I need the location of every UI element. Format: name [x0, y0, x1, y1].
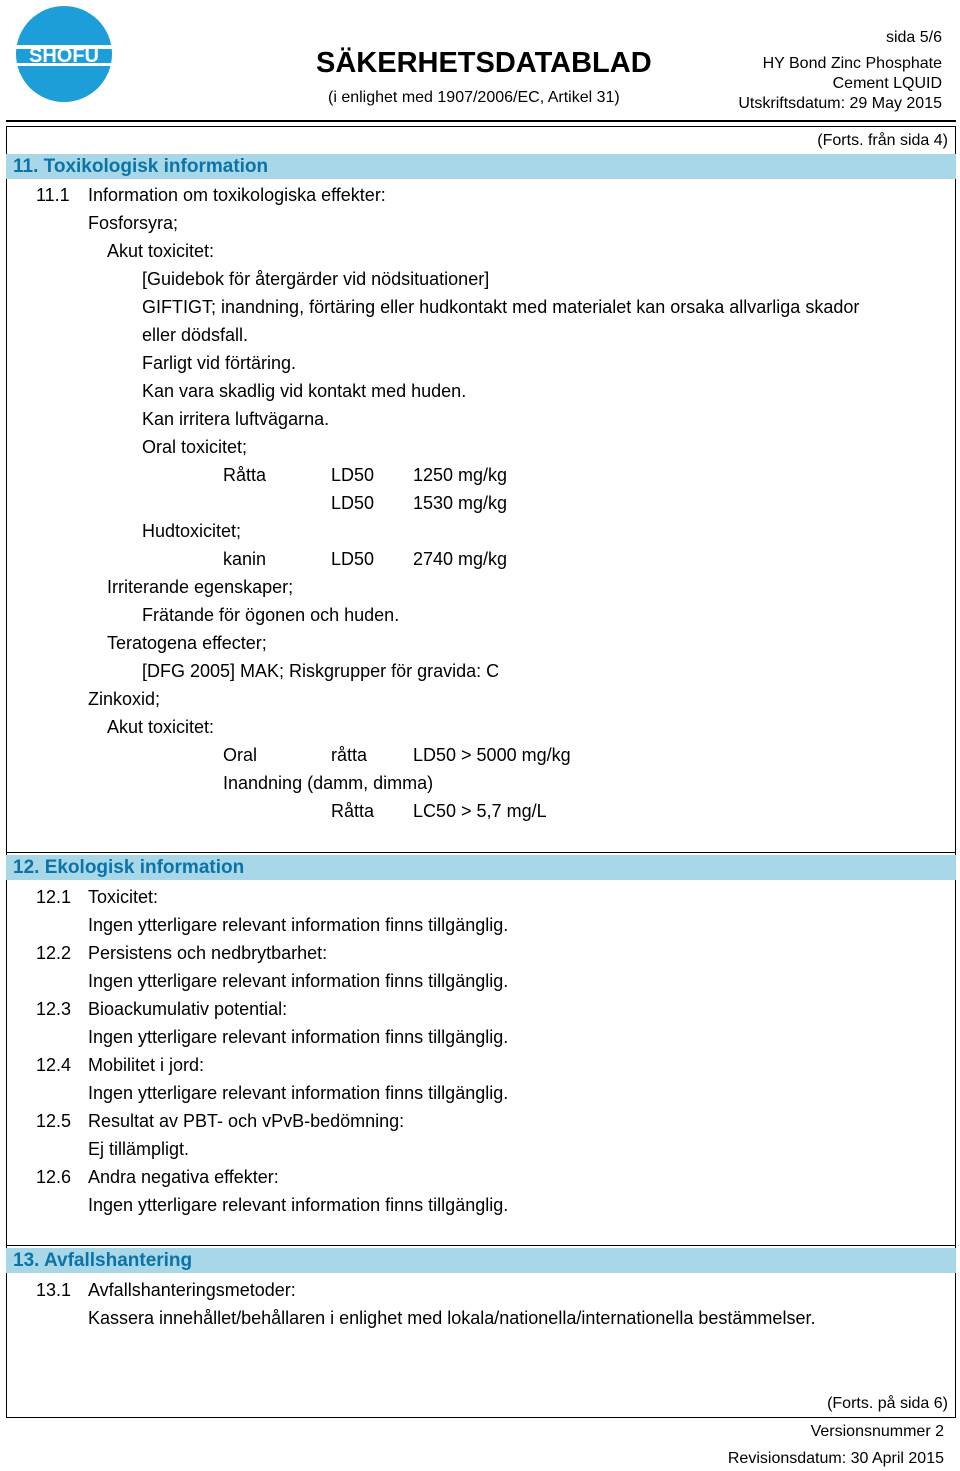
subsection-text: Ingen ytterligare relevant information finns tillgänglig. — [88, 915, 509, 935]
text-line: [Guidebok för återgärder vid nödsituationer] — [142, 269, 490, 289]
product-name-line2: Cement LQUID — [832, 75, 942, 92]
tox-value: 1250 mg/kg — [413, 465, 508, 485]
section-12-title — [6, 855, 956, 880]
acute-toxicity-label: Akut toxicitet: — [107, 717, 215, 737]
header-divider — [6, 120, 956, 122]
text-line: Kan vara skadlig vid kontakt med huden. — [142, 381, 467, 401]
content-frame — [6, 126, 956, 1418]
section-12-title-text: 12. Ekologisk information — [13, 857, 245, 878]
page-number: sida 5/6 — [885, 29, 942, 46]
section-13-title — [6, 1248, 956, 1273]
subsection-text: Ingen ytterligare relevant information finns tillgänglig. — [88, 1027, 509, 1047]
shofu-logo — [14, 4, 114, 104]
text-line: Farligt vid förtäring. — [142, 353, 297, 373]
text-line: GIFTIGT; inandning, förtäring eller hudkontakt med materialet kan orsaka allvarliga skador — [142, 297, 860, 317]
subsection-label: Resultat av PBT- och vPvB-bedömning: — [88, 1111, 405, 1131]
subsection-label: Andra negativa effekter: — [88, 1167, 279, 1187]
section-divider — [6, 852, 956, 853]
product-name-line1: HY Bond Zinc Phosphate — [762, 55, 942, 72]
subsection-number: 13.1 — [36, 1280, 72, 1300]
section-divider — [6, 1245, 956, 1246]
subsection-label: Toxicitet: — [88, 887, 159, 907]
tox-value: 1530 mg/kg — [413, 493, 508, 513]
tox-type: LD50 — [331, 465, 375, 485]
tox-type: LD50 — [331, 549, 375, 569]
tox-value: LC50 > 5,7 mg/L — [413, 801, 547, 821]
text-line: eller dödsfall. — [142, 325, 249, 345]
subsection-label: Information om toxikologiska effekter: — [88, 185, 386, 205]
subsection-number: 12.1 — [36, 887, 72, 907]
continued-to: (Forts. på sida 6) — [827, 1395, 948, 1412]
document-subtitle: (i enlighet med 1907/2006/EC, Artikel 31) — [328, 89, 620, 106]
oral-toxicity-label: Oral toxicitet; — [142, 437, 248, 457]
subsection-number: 12.2 — [36, 943, 72, 963]
subsection-number: 12.3 — [36, 999, 72, 1019]
tox-species: kanin — [223, 549, 267, 569]
irritant-label: Irriterande egenskaper; — [107, 577, 294, 597]
version-number: Versionsnummer 2 — [810, 1423, 944, 1440]
teratogenic-label: Teratogena effecter; — [107, 633, 267, 653]
subsection-number: 12.5 — [36, 1111, 72, 1131]
text-line: Kan irritera luftvägarna. — [142, 409, 330, 429]
tox-value: 2740 mg/kg — [413, 549, 508, 569]
subsection-text: Kassera innehållet/behållaren i enlighet med lokala/nationella/internationella bestämmelser. — [88, 1308, 816, 1328]
subsection-text: Ingen ytterligare relevant information finns tillgänglig. — [88, 1195, 509, 1215]
section-11-title — [6, 154, 956, 179]
document-title: SÄKERHETSDATABLAD — [316, 47, 652, 79]
tox-route: Inandning (damm, dimma) — [223, 773, 434, 793]
subsection-label: Bioackumulativ potential: — [88, 999, 288, 1019]
subsection-number: 12.6 — [36, 1167, 72, 1187]
substance-name: Fosforsyra; — [88, 213, 179, 233]
subsection-text: Ingen ytterligare relevant information finns tillgänglig. — [88, 971, 509, 991]
dermal-toxicity-label: Hudtoxicitet; — [142, 521, 242, 541]
substance-name: Zinkoxid; — [88, 689, 161, 709]
tox-species: Råtta — [223, 465, 267, 485]
tox-type: LD50 — [331, 493, 375, 513]
subsection-text: Ingen ytterligare relevant information finns tillgänglig. — [88, 1083, 509, 1103]
section-13-title-text: 13. Avfallshantering — [13, 1250, 193, 1271]
section-11-title-text: 11. Toxikologisk information — [13, 156, 269, 177]
subsection-number: 11.1 — [36, 185, 70, 205]
subsection-number: 12.4 — [36, 1055, 72, 1075]
acute-toxicity-label: Akut toxicitet: — [107, 241, 215, 261]
subsection-label: Avfallshanteringsmetoder: — [88, 1280, 296, 1300]
print-date: Utskriftsdatum: 29 May 2015 — [738, 95, 942, 112]
subsection-text: Ej tillämpligt. — [88, 1139, 190, 1159]
tox-species: Råtta — [331, 801, 375, 821]
svg-text:SHOFU: SHOFU — [29, 45, 99, 67]
text-line: Frätande för ögonen och huden. — [142, 605, 400, 625]
text-line: [DFG 2005] MAK; Riskgrupper för gravida: C — [142, 661, 500, 681]
tox-species: råtta — [331, 745, 368, 765]
tox-route: Oral — [223, 745, 258, 765]
subsection-label: Mobilitet i jord: — [88, 1055, 205, 1075]
tox-value: LD50 > 5000 mg/kg — [413, 745, 571, 765]
subsection-label: Persistens och nedbrytbarhet: — [88, 943, 328, 963]
revision-date: Revisionsdatum: 30 April 2015 — [727, 1450, 944, 1467]
continued-from: (Forts. från sida 4) — [817, 132, 948, 149]
